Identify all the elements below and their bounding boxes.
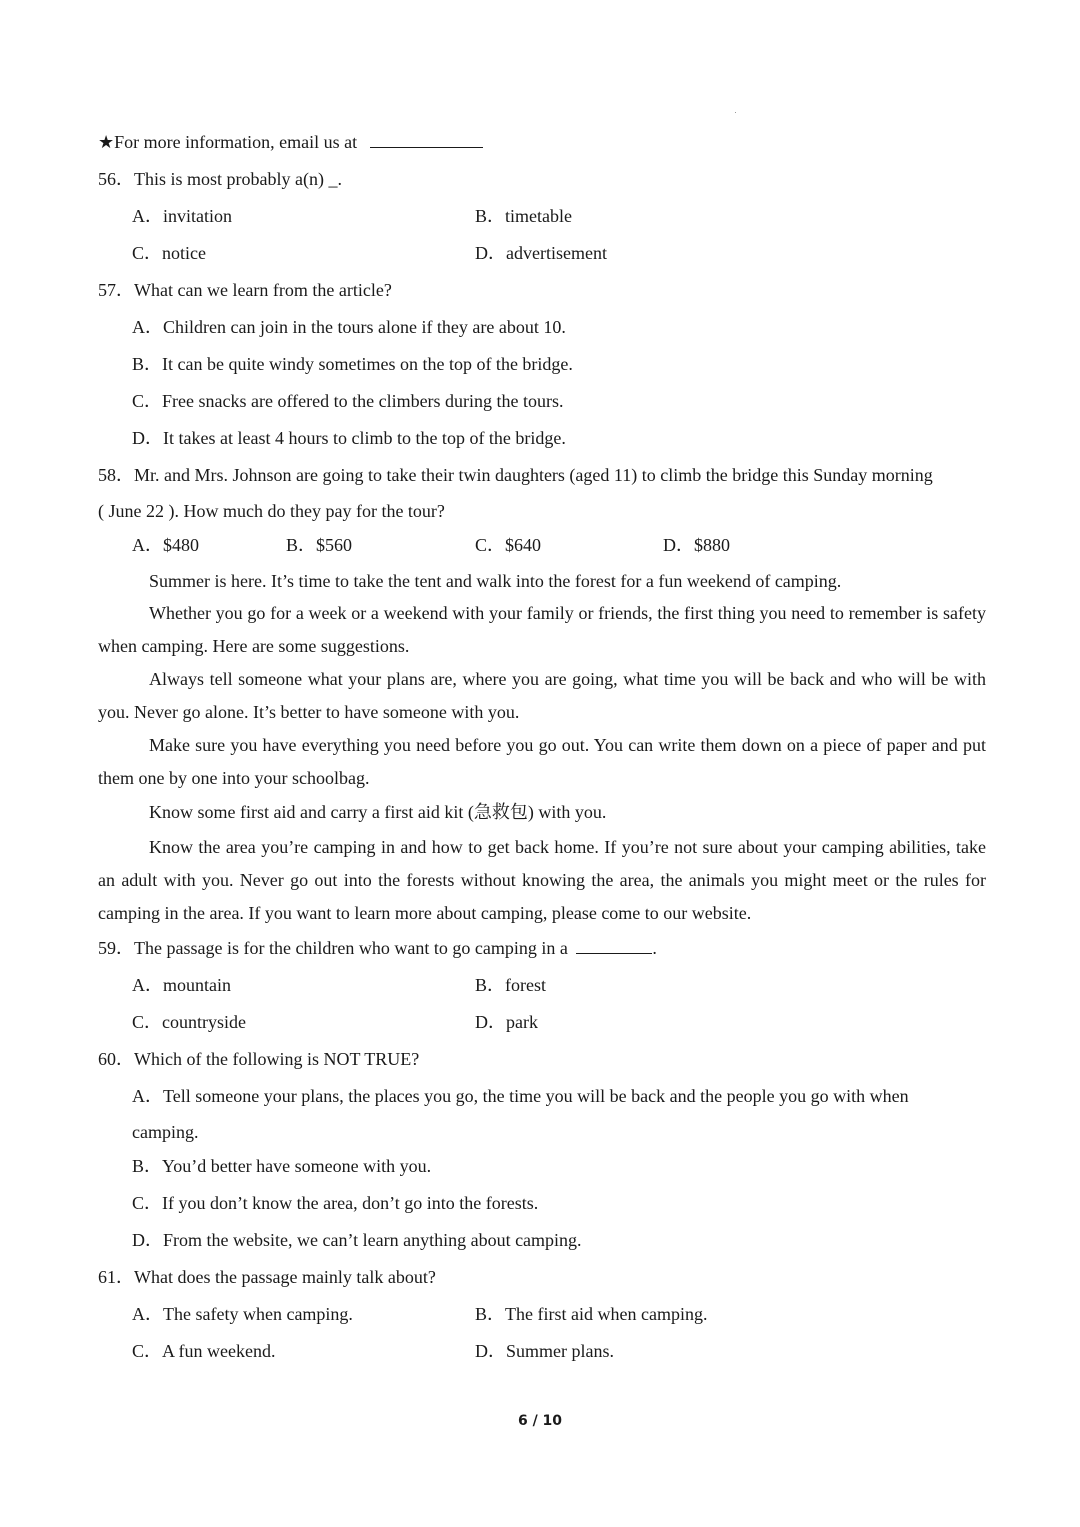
q60-option-c: C．If you don’t know the area, don’t go into the forests.	[132, 1193, 539, 1213]
passage-paragraph-5: Know some first aid and carry a first aid kit (急救包) with you.	[149, 802, 607, 822]
answer-blank	[576, 938, 652, 954]
question-57-stem: 57．What can we learn from the article?	[98, 280, 392, 300]
q58-option-a: A．$480	[132, 535, 199, 555]
q56-option-c: C．notice	[132, 243, 206, 263]
passage-paragraph-1: Summer is here. It’s time to take the tent and walk into the forest for a fun weekend of camping.	[149, 571, 842, 591]
question-59-stem: 59．The passage is for the children who want to go camping in a .	[98, 938, 657, 958]
info-text: For more information, email us at	[114, 132, 358, 152]
q60-option-b: B．You’d better have someone with you.	[132, 1156, 432, 1176]
q58-option-b: B．$560	[286, 535, 353, 555]
passage-paragraph-2: Whether you go for a week or a weekend with your family or friends, the first thing you need to remember is safety when camping. Here are some suggestions.	[98, 603, 986, 656]
q57-option-c: C．Free snacks are offered to the climbers during the tours.	[132, 391, 564, 411]
q61-option-b: B．The first aid when camping.	[475, 1304, 708, 1324]
question-61-stem: 61．What does the passage mainly talk about?	[98, 1267, 436, 1287]
page-number: 6 / 10	[517, 1413, 563, 1429]
q60-option-a-line2: camping.	[132, 1122, 199, 1142]
q61-option-a: A．The safety when camping.	[132, 1304, 353, 1324]
question-56-stem: 56．This is most probably a(n) _.	[98, 169, 342, 189]
info-line	[98, 131, 483, 153]
q59-option-a: A．mountain	[132, 975, 231, 995]
scan-speck	[735, 112, 736, 113]
q58-option-d: D．$880	[663, 535, 730, 555]
question-58-stem-line2: ( June 22 ). How much do they pay for the tour?	[98, 501, 445, 521]
q59-option-c: C．countryside	[132, 1012, 246, 1032]
passage-paragraph-3: Always tell someone what your plans are, where you are going, what time you will be back and who will be with you. Never go alone. It’s better to have someone with you.	[98, 669, 986, 722]
email-blank	[370, 132, 483, 148]
q60-option-d: D．From the website, we can’t learn anything about camping.	[132, 1230, 582, 1250]
q56-option-b: B．timetable	[475, 206, 572, 226]
q59-option-b: B．forest	[475, 975, 546, 995]
q61-option-d: D．Summer plans.	[475, 1341, 614, 1361]
star-icon: ★	[98, 132, 115, 152]
question-60-stem: 60．Which of the following is NOT TRUE?	[98, 1049, 420, 1069]
question-58-stem-line1: 58．Mr. and Mrs. Johnson are going to take their twin daughters (aged 11) to climb the bridge this Sunday morning	[98, 465, 933, 485]
q59-option-d: D．park	[475, 1012, 538, 1032]
q60-option-a-line1: A．Tell someone your plans, the places you go, the time you will be back and the people you go with when	[132, 1086, 909, 1106]
q57-option-b: B．It can be quite windy sometimes on the top of the bridge.	[132, 354, 573, 374]
q57-option-d: D．It takes at least 4 hours to climb to the top of the bridge.	[132, 428, 566, 448]
passage-paragraph-4: Make sure you have everything you need before you go out. You can write them down on a piece of paper and put them one by one into your schoolbag.	[98, 735, 986, 788]
q56-option-a: A．invitation	[132, 206, 232, 226]
q56-option-d: D．advertisement	[475, 243, 607, 263]
q57-option-a: A．Children can join in the tours alone if they are about 10.	[132, 317, 566, 337]
passage-paragraph-6: Know the area you’re camping in and how to get back home. If you’re not sure about your camping abilities, take an adult with you. Never go out into the forests without knowing the area, the animals you might meet or the rules for camping in the area. If you want to learn more about camping, please come to our website.	[98, 837, 986, 923]
q58-option-c: C．$640	[475, 535, 542, 555]
q61-option-c: C．A fun weekend.	[132, 1341, 276, 1361]
